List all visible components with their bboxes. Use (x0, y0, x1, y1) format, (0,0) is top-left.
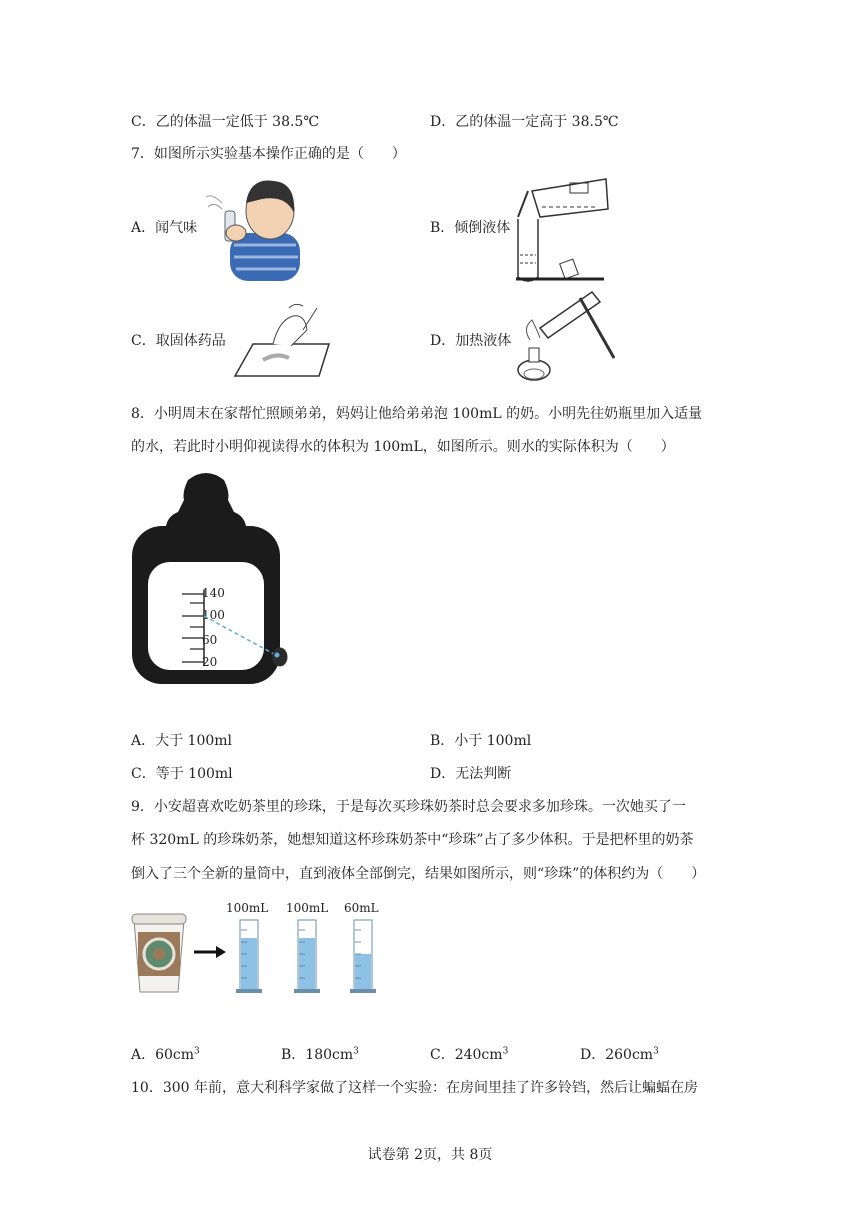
q6-option-c: C．乙的体温一定低于 38.5℃ (131, 114, 319, 130)
q9-stem-line1: 9．小安超喜欢吃奶茶里的珍珠，于是每次买珍珠奶茶时总会要求多加珍珠。一次她买了一 (131, 799, 686, 815)
cylinder-label-2: 100mL (286, 901, 329, 915)
q9-option-c: C．$240cm^3$ (430, 1046, 509, 1063)
cylinder-3 (350, 920, 376, 993)
q9-option-d: D．$260cm^3$ (580, 1046, 659, 1063)
cylinder-label-3: 60mL (344, 901, 379, 915)
q6-option-d: D．乙的体温一定高于 38.5℃ (430, 114, 619, 130)
q8-stem-line2: 的水，若此时小明仰视读得水的体积为 100mL，如图所示。则水的实际体积为（ ） (131, 439, 675, 455)
q9-stem-line3: 倒入了三个全新的量筒中，直到液体全部倒完，结果如图所示，则“珍珠”的体积约为（ ） (131, 866, 706, 882)
q8-stem-line1: 8．小明周末在家帮忙照顾弟弟，妈妈让他给弟弟泡 100mL 的奶。小明先往奶瓶里加入适量 (131, 406, 703, 422)
scale-label-140: 140 (202, 586, 225, 600)
q7-option-c: C．取固体药品 (131, 333, 226, 349)
q8-option-c: C．等于 100ml (131, 766, 233, 782)
cylinder-2 (294, 920, 320, 993)
smell-odor-illustration (200, 173, 310, 283)
q9-option-a: A．$60cm^3$ (131, 1046, 200, 1063)
q7-option-a: A．闻气味 (131, 220, 198, 236)
take-solid-drug-illustration (233, 300, 333, 380)
q8-option-a: A．大于 100ml (131, 733, 233, 749)
page-footer: 试卷第 2页，共 8页 (367, 1147, 493, 1163)
q8-option-d: D．无法判断 (430, 766, 512, 782)
q9-stem-line2: 杯 320mL 的珍珠奶茶，她想知道这杯珍珠奶茶中“珍珠”占了多少体积。于是把杯里的奶茶 (131, 832, 694, 848)
q7-stem: 7．如图所示实验基本操作正确的是（ ） (131, 146, 406, 162)
cylinder-label-1: 100mL (226, 901, 269, 915)
cylinder-1 (236, 920, 262, 993)
q10-stem-line1: 10．300 年前，意大利科学家做了这样一个实验：在房间里挂了许多铃铛，然后让蝙蝠在房 (131, 1080, 698, 1096)
q7-option-b: B．倾倒液体 (430, 220, 511, 236)
scale-label-60: 60 (202, 633, 218, 647)
scale-label-100: 100 (202, 608, 225, 622)
milk-tea-cylinders-illustration (130, 896, 390, 1000)
q8-option-b: B．小于 100ml (430, 733, 532, 749)
pour-liquid-illustration (510, 173, 610, 285)
eye-icon (273, 648, 287, 666)
q9-option-b: B．$180cm^3$ (281, 1046, 359, 1063)
heat-liquid-illustration (510, 288, 620, 388)
q7-option-d: D．加热液体 (430, 333, 512, 349)
baby-bottle-illustration (130, 470, 300, 686)
scale-label-20: 20 (202, 655, 218, 669)
